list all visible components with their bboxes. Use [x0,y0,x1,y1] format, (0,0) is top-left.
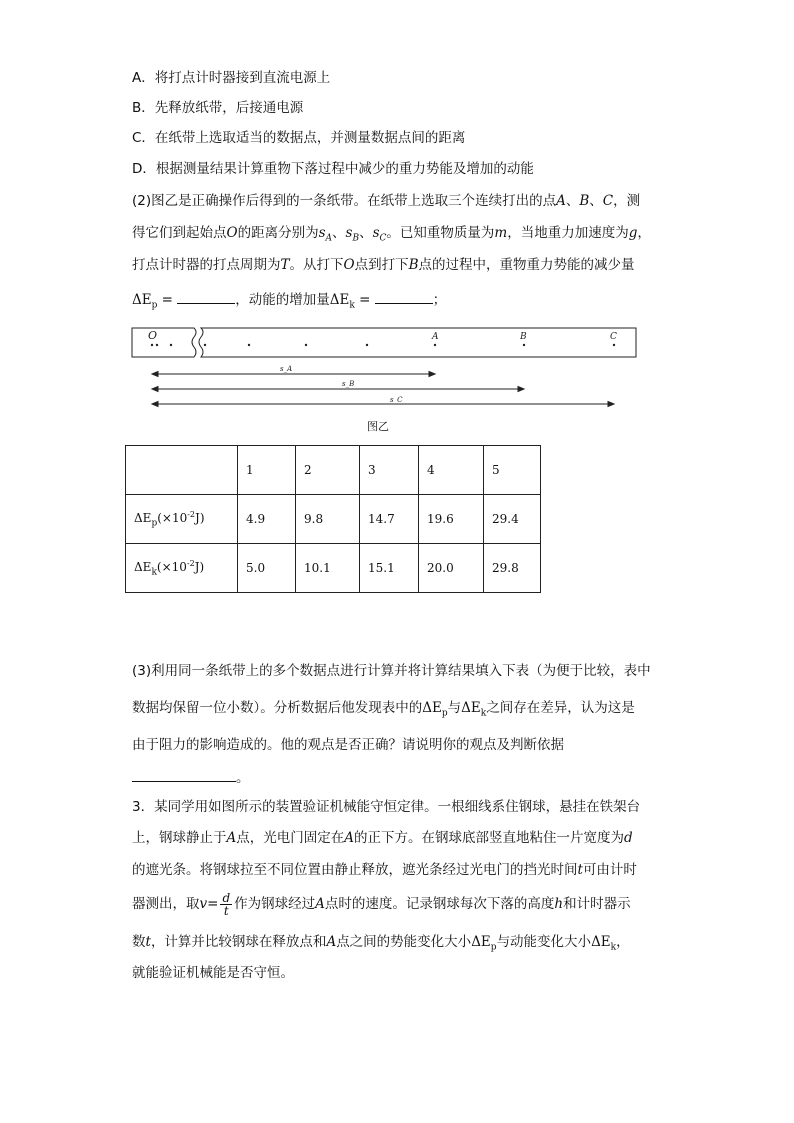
table-row [126,544,541,593]
fraction-d-over-t: $\frac{d}{t}$ [222,890,231,918]
part2-line2: 得它们到起始点O的距离分别为$s_A$、$s_B$、$s_C$。已知重物质量为m，当地重力加速度为g， [132,225,651,244]
part2-line4: $\Delta E_p$ = ，动能的增加量$\Delta E_k$ = ； [132,289,446,316]
part2-line3: 打点计时器的打点周期为T。从打下O点到打下B点的过程中，重物重力势能的减少量 [132,257,635,273]
table-cell [126,446,238,495]
table-cell: 15.1 [360,544,419,593]
answer-blank-ep[interactable] [177,289,235,304]
option-d: D．根据测量结果计算重物下落过程中减少的重力势能及增加的动能 [132,161,534,177]
row-label-ep: $\Delta E_p(\times 10^{-2}J)$ [126,495,238,544]
label-sa: s_A [280,365,293,373]
table-cell: 3 [360,446,419,495]
part3-line1: (3)利用同一条纸带上的多个数据点进行计算并将计算结果填入下表（为便于比较，表中 [132,663,651,679]
label-o: O [148,329,158,342]
label-b: B [520,332,527,342]
label-a: A [432,332,439,342]
label-sb: s_B [342,380,355,388]
figure-caption: 图乙 [367,420,389,433]
q3-line3: 的遮光条。将钢球拉至不同位置由静止释放，遮光条经过光电门的挡光时间t可由计时 [132,862,637,878]
table-row [126,495,541,544]
table-cell: 5.0 [238,544,296,593]
table-cell: 19.6 [419,495,484,544]
table-cell: 1 [238,446,296,495]
table-cell: 10.1 [296,544,360,593]
q3-line6: 就能验证机械能是否守恒。 [132,965,294,981]
table-cell: 29.4 [484,495,541,544]
q3-line5: 数t，计算并比较钢球在释放点和A点之间的势能变化大小$\Delta E_p$与动能变化大小$\Delta E_k$， [132,934,630,953]
table-cell: 9.8 [296,495,360,544]
table-cell: 2 [296,446,360,495]
option-a: A．将打点计时器接到直流电源上 [132,70,331,86]
part3-line2: 数据均保留一位小数）。分析数据后他发现表中的$\Delta E_p$与$\Delta E_k$之间存在差异，认为这是 [132,700,635,719]
paper-tape [132,328,636,357]
part3-line3: 由于阻力的影响造成的。他的观点是否正确？请说明你的观点及判断依据 [132,737,564,753]
q3-line1: 3．某同学用如图所示的装置验证机械能守恒定律。一根细线系住钢球，悬挂在铁架台 [132,799,641,815]
label-sc: s_C [390,396,403,404]
q3-line2: 上，钢球静止于A点，光电门固定在A的正下方。在钢球底部竖直地粘住一片宽度为d [132,830,633,846]
option-c: C．在纸带上选取适当的数据点，并测量数据点间的距离 [132,130,466,146]
label-c: C [610,332,617,342]
tape-dots [151,344,615,346]
distance-arrows [152,372,614,407]
table-cell: 20.0 [419,544,484,593]
part2-line1: (2)图乙是正确操作后得到的一条纸带。在纸带上选取三个连续打出的点A、B、C，测 [132,193,641,209]
answer-blank-ek[interactable] [375,289,433,304]
q3-line4: 器测出，取v= $\frac{d}{t}$ 作为钢球经过A点时的速度。记录钢球每次下落的高度h和计时器示 [132,890,631,918]
data-table [125,445,541,593]
part3-line4: 。 [132,767,250,788]
row-label-ek: $\Delta E_k(\times 10^{-2}J)$ [126,544,238,593]
option-b: B．先释放纸带，后接通电源 [132,100,304,116]
answer-blank-part3[interactable] [132,767,236,782]
paper-tape-figure [128,320,648,410]
table-header-row [126,446,541,495]
table-cell: 14.7 [360,495,419,544]
table-cell: 29.8 [484,544,541,593]
table-cell: 4 [419,446,484,495]
table-cell: 5 [484,446,541,495]
table-cell: 4.9 [238,495,296,544]
